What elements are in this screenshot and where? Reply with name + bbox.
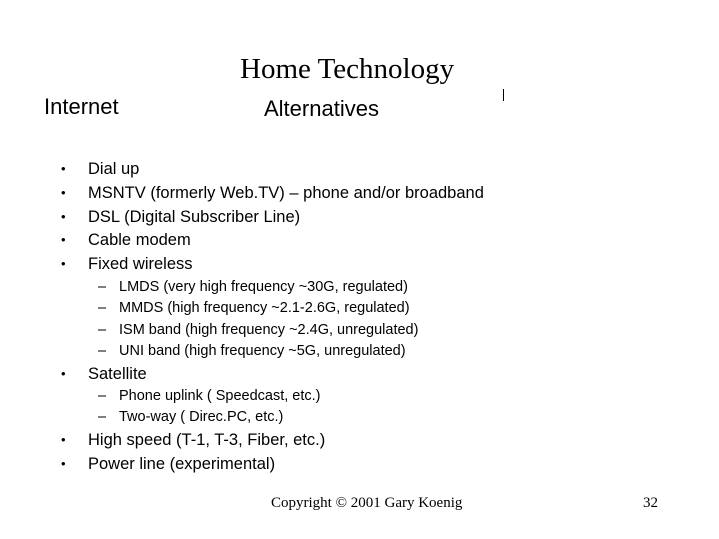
list-item-text: DSL (Digital Subscriber Line): [88, 208, 301, 226]
divider-tick: [503, 89, 504, 101]
bullet-icon: •: [61, 366, 66, 381]
list-item-text: Fixed wireless: [88, 255, 193, 273]
bullet-icon: •: [61, 232, 66, 247]
list-item-text: Dial up: [88, 160, 140, 178]
sub-list-item-text: UNI band (high frequency ~5G, unregulated): [119, 343, 406, 359]
list-item-text: Cable modem: [88, 231, 191, 249]
dash-icon: –: [98, 279, 107, 295]
list-item-text: High speed (T-1, T-3, Fiber, etc.): [88, 431, 326, 449]
dash-icon: –: [98, 388, 107, 404]
bullet-icon: •: [61, 256, 66, 271]
bullet-icon: •: [61, 161, 66, 176]
bullet-icon: •: [61, 185, 66, 200]
list-item-text: MSNTV (formerly Web.TV) – phone and/or broadband: [88, 184, 484, 202]
bullet-icon: •: [61, 209, 66, 224]
sub-list-item-text: LMDS (very high frequency ~30G, regulated): [119, 279, 408, 295]
dash-icon: –: [98, 300, 107, 316]
list-item-text: Satellite: [88, 365, 147, 383]
sub-list-item-text: MMDS (high frequency ~2.1-2.6G, regulated): [119, 300, 410, 316]
page-number: 32: [643, 495, 658, 511]
heading-internet: Internet: [44, 94, 119, 119]
bullet-icon: •: [61, 456, 66, 471]
sub-list-item-text: Phone uplink ( Speedcast, etc.): [119, 388, 321, 404]
dash-icon: –: [98, 322, 107, 338]
dash-icon: –: [98, 409, 107, 425]
slide-title: Home Technology: [240, 53, 455, 85]
list-item-text: Power line (experimental): [88, 455, 276, 473]
sub-list-item-text: Two-way ( Direc.PC, etc.): [119, 409, 284, 425]
heading-alternatives: Alternatives: [264, 96, 379, 121]
copyright-footer: Copyright © 2001 Gary Koenig: [271, 495, 463, 511]
bullet-icon: •: [61, 432, 66, 447]
sub-list-item-text: ISM band (high frequency ~2.4G, unregulated): [119, 322, 419, 338]
dash-icon: –: [98, 343, 107, 359]
